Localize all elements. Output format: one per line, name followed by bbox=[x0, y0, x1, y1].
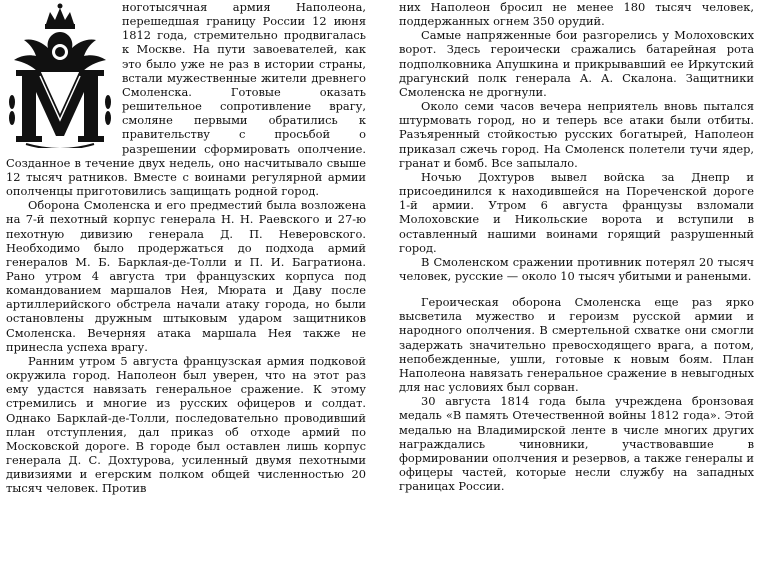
ornament-crown-eagle-icon bbox=[6, 2, 114, 148]
right-paragraph-4: Ночью Дохтуров вывел войска за Днепр и присоединился к находившейся на Пореченской дороге 1-й армии. Утром 6 августа французы взломали Молоховские и Никольские ворота и вступили в оставленный нашими воинами горящий разрушенный город. bbox=[399, 169, 754, 255]
letter-m-glyph bbox=[16, 70, 104, 142]
right-paragraph-6: Героическая оборона Смоленска еще раз ярко высветила мужество и героизм русской армии и народного ополчения. В смертельной схватке они смогли задержать значительно превосходящего врага, а потом, непобежденные, ушли, готовые к новым боям. План Наполеона навязать генеральное сражение в невыгодных для нас условиях был сорван. bbox=[399, 295, 754, 395]
left-paragraph-2: Оборона Смоленска и его предместий была возложена на 7-й пехотный корпус генерала Н. Н. Раевского и 27-ю пехотную дивизию генерала Д. П. Неверовского. Необходимо было продержаться до подхода армий генералов М. Б. Барклая-де-Толли и П. И. Багратиона. Рано утром 4 августа три французских корпуса под командованием маршалов Нея, Мюрата и Даву после артиллерийского обстрела начали атаку города, но были остановлены дружным штыковым ударом защитников Смоленска. Вечерняя атака маршала Нея также не принесла успеха врагу. bbox=[6, 198, 366, 354]
left-paragraph-1: ноготысячная армия Наполеона, перешедшая границу России 12 июня 1812 года, стремительно продвигалась к Москве. На пути завоевателей, как это было уже не раз в истории страны, встали мужественные жители древнего Смоленска. Готовые оказать решительное сопротивление врагу, смоляне первыми обратились к правительству с просьбой о разрешении сформировать ополчение. Созданное в течение двух недель, оно насчитывало свыше 12 тысяч ратников. Вместе с воинами регулярной армии ополченцы приготовились защищать родной город. bbox=[6, 0, 366, 199]
left-column bbox=[6, 0, 366, 495]
right-paragraph-5: В Смоленском сражении противник потерял 20 тысяч человек, русские — около 10 тысяч убитыми и ранеными. bbox=[399, 254, 754, 283]
right-paragraph-1: них Наполеон бросил не менее 180 тысяч человек, поддержанных огнем 350 орудий. bbox=[399, 0, 754, 29]
right-column bbox=[399, 0, 754, 493]
decorative-initial-m bbox=[6, 2, 114, 148]
crown-icon bbox=[45, 4, 75, 30]
right-paragraph-7: 30 августа 1814 года была учреждена бронзовая медаль «В память Отечественной войны 1812 года». Этой медалью на Владимирской ленте в числе многих других награждались чиновники, участвовавшие в формировании ополчения и резервов, а также генералы и офицеры частей, которые несли службу на западных границах России. bbox=[399, 394, 754, 494]
left-paragraph-3: Ранним утром 5 августа французская армия подковой окружила город. Наполеон был уверен, что на этот раз ему удастся навязать генеральное сражение. К этому стремились и многие из русских офицеров и солдат. Однако Барклай-де-Толли, последовательно проводивший план отступления, дал приказ об отходе армий по Московской дороге. В городе был оставлен лишь корпус генерала Д. С. Дохтурова, усиленный двумя пехотными дивизиями и егерским полком общей численностью 20 тысяч человек. Против bbox=[6, 353, 366, 496]
right-paragraph-3: Около семи часов вечера неприятель вновь пытался штурмовать город, но и теперь все атаки были отбиты. Разъяренный стойкостью русских богатырей, Наполеон приказал сжечь город. На Смоленск полетели тучи ядер, гранат и бомб. Все запылало. bbox=[399, 99, 754, 170]
right-paragraph-2: Самые напряженные бои разгорелись у Молоховских ворот. Здесь героически сражались батарейная рота подполковника Апушкина и прикрывавший ее Иркутский драгунский полк генерала А. А. Скалона. Защитники Смоленска не дрогнули. bbox=[399, 28, 754, 99]
eagle-icon bbox=[14, 32, 106, 72]
